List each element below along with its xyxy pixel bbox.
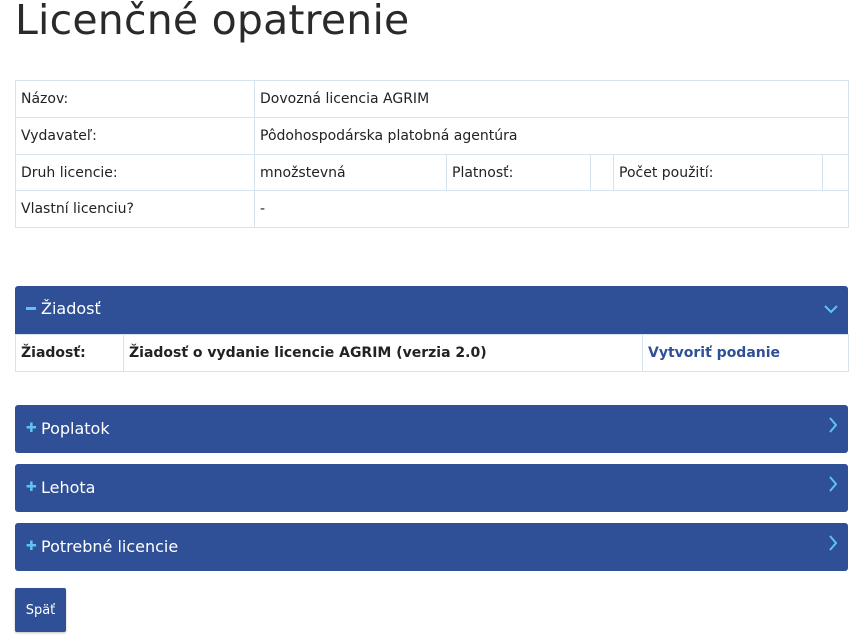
plus-icon: ✚ — [26, 421, 37, 436]
create-submission-cell — [643, 335, 849, 372]
section-fee-header[interactable] — [15, 405, 848, 453]
table-row — [16, 81, 849, 118]
chevron-down-icon — [824, 299, 838, 318]
own-license-value: - — [255, 191, 849, 228]
create-submission-link[interactable]: Vytvoriť podanie — [648, 345, 781, 361]
table-row — [16, 191, 849, 228]
chevron-right-icon — [828, 535, 838, 555]
chevron-right-icon — [828, 476, 838, 496]
request-row-value: Žiadosť o vydanie licencie AGRIM (verzia 2.0) — [124, 335, 643, 372]
section-required-licenses-header[interactable] — [15, 523, 848, 571]
usage-count-value — [823, 155, 849, 191]
plus-icon: ✚ — [26, 539, 37, 554]
license-type-label: Druh licencie: — [16, 155, 255, 191]
section-required-licenses-title: Potrebné licencie — [41, 537, 179, 556]
table-row — [16, 335, 849, 372]
table-row — [16, 155, 849, 191]
minus-icon — [26, 301, 36, 316]
page-title: Licenčné opatrenie — [15, 0, 410, 44]
section-deadline-header[interactable] — [15, 464, 848, 512]
name-value: Dovozná licencia AGRIM — [255, 81, 849, 118]
validity-value — [591, 155, 614, 191]
issuer-label: Vydavateľ: — [16, 118, 255, 155]
back-button[interactable]: Späť — [15, 588, 66, 632]
section-request-title: Žiadosť — [41, 299, 101, 318]
table-row — [16, 118, 849, 155]
validity-label: Platnosť: — [447, 155, 591, 191]
section-fee-title: Poplatok — [41, 419, 110, 438]
section-deadline-title: Lehota — [41, 478, 96, 497]
license-info-table — [15, 80, 849, 228]
own-license-label: Vlastní licenciu? — [16, 191, 255, 228]
chevron-right-icon — [828, 417, 838, 437]
usage-count-label: Počet použití: — [614, 155, 823, 191]
request-table — [15, 334, 849, 372]
license-type-value: množstevná — [255, 155, 447, 191]
name-label: Názov: — [16, 81, 255, 118]
section-request-header[interactable] — [15, 286, 848, 334]
issuer-value: Pôdohospodárska platobná agentúra — [255, 118, 849, 155]
plus-icon: ✚ — [26, 480, 37, 495]
request-row-label: Žiadosť: — [16, 335, 124, 372]
